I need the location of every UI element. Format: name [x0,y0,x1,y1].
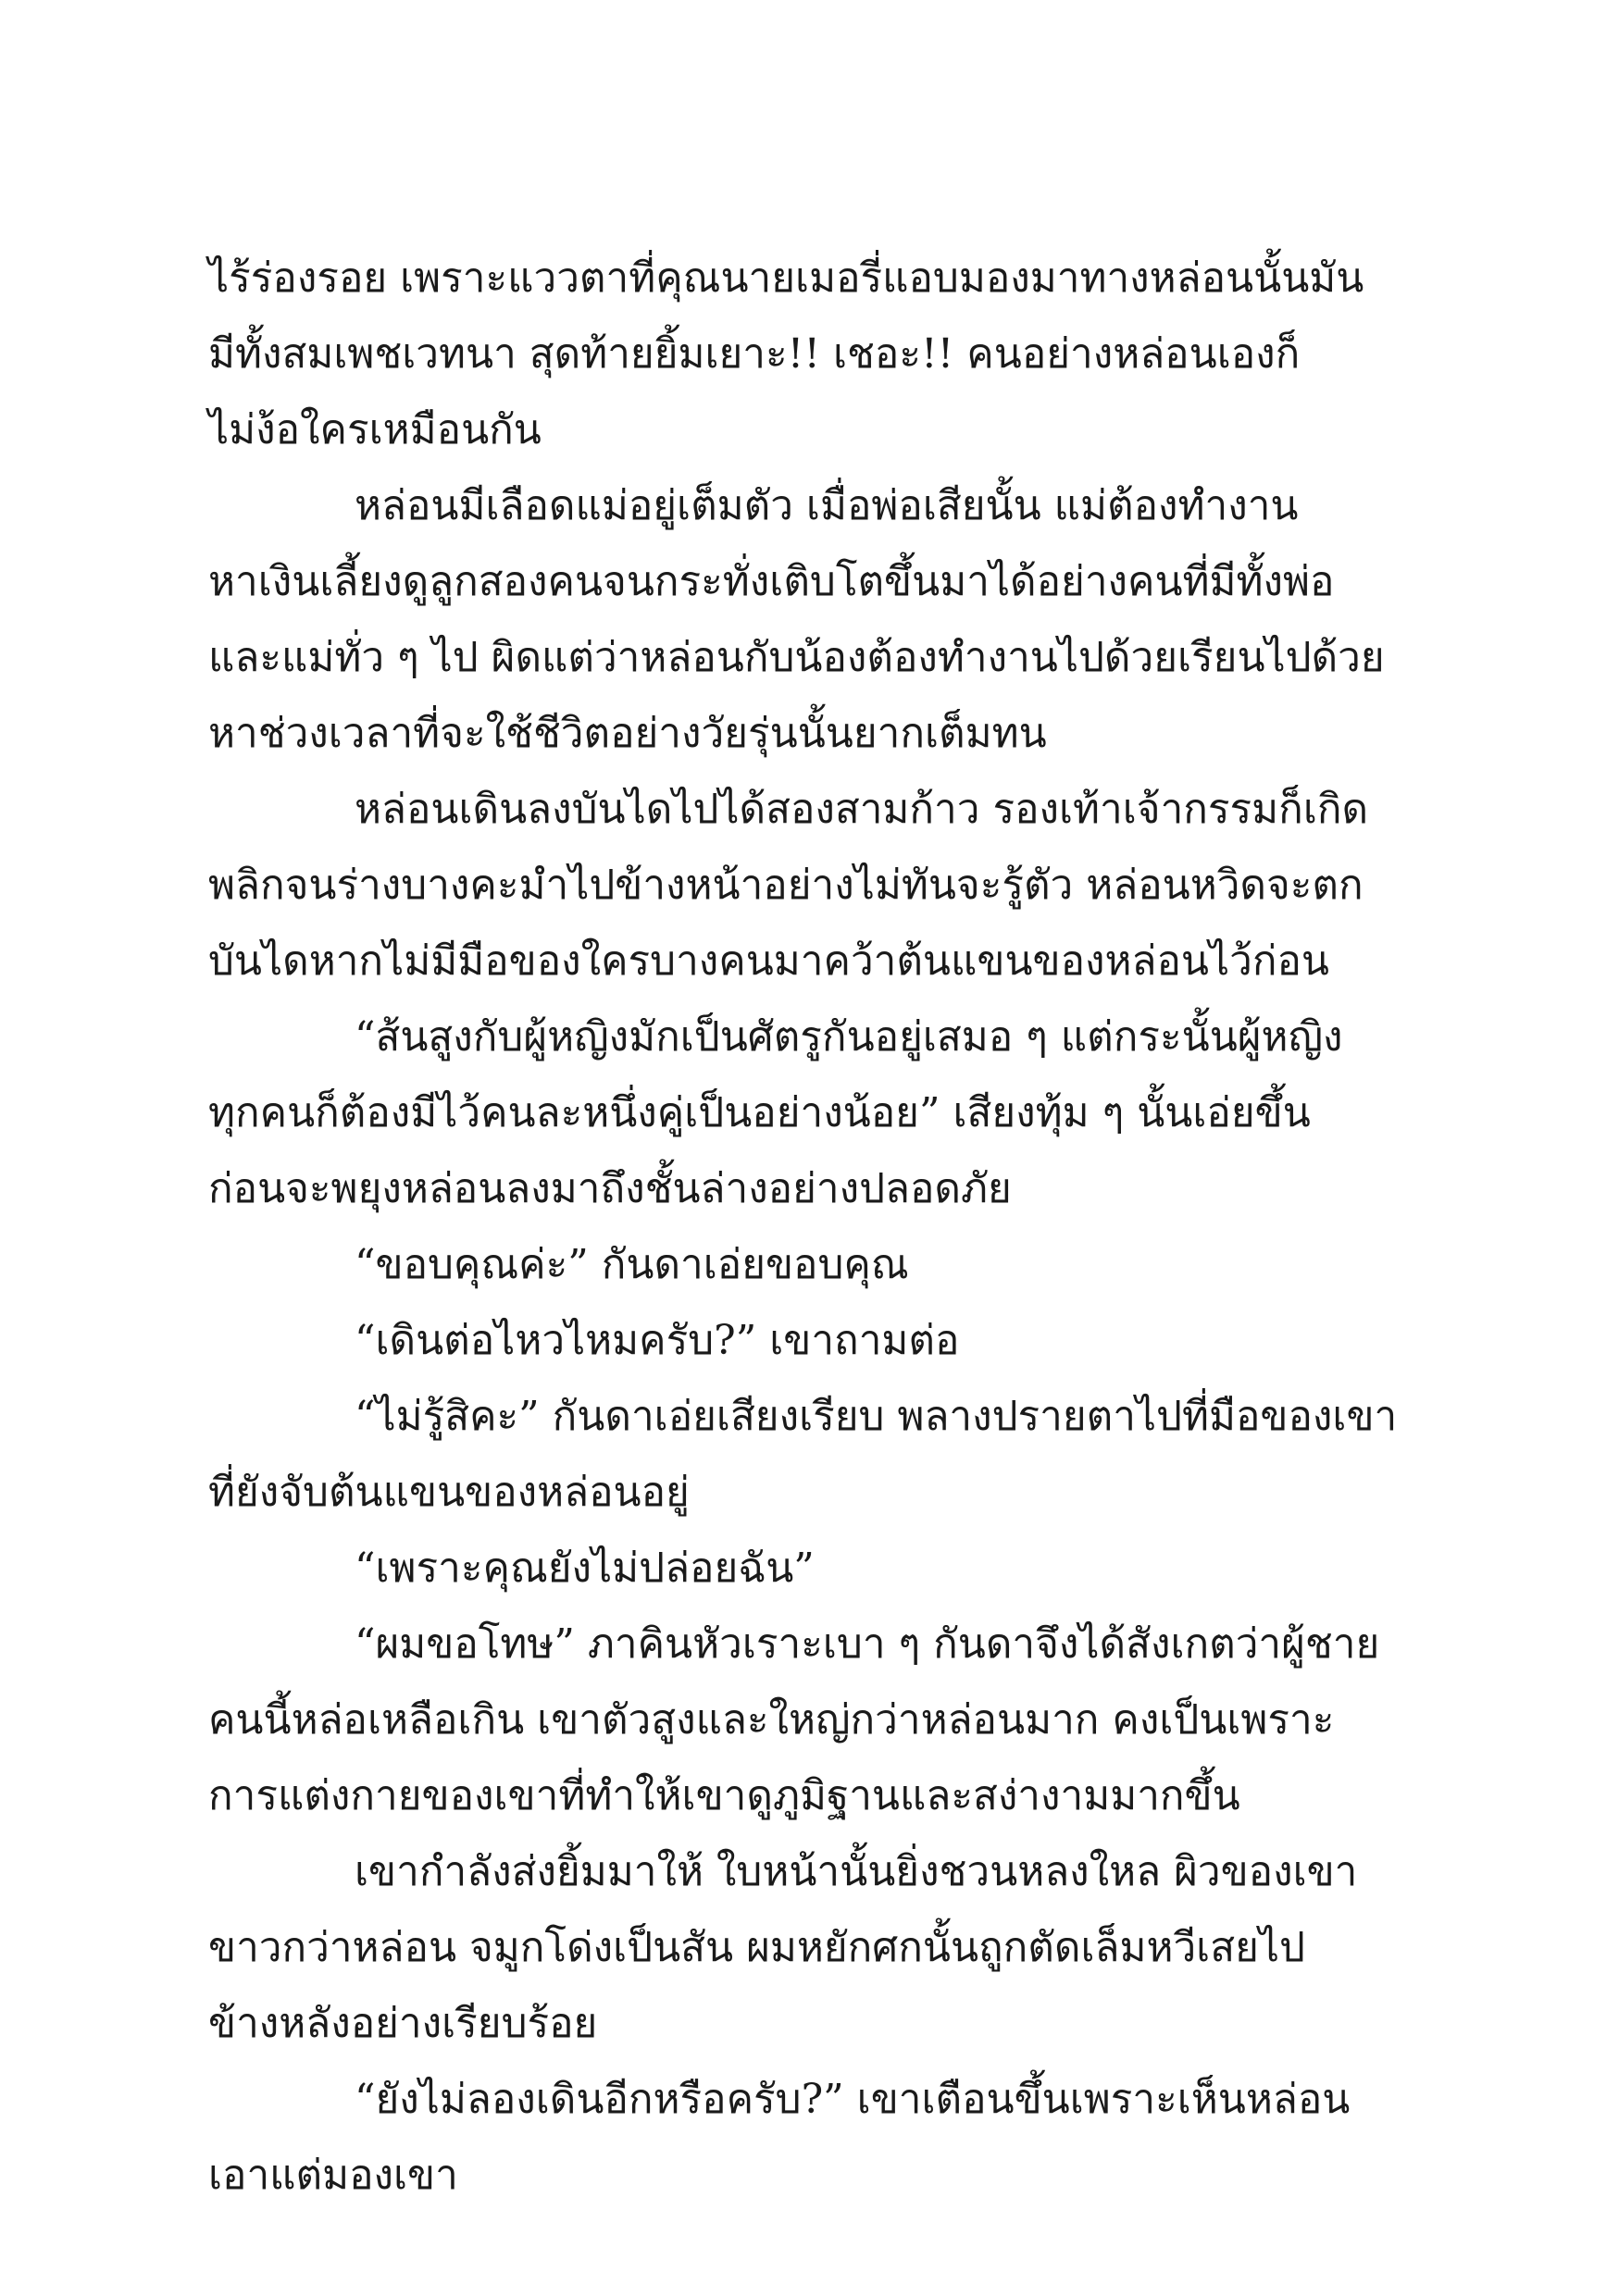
text-line: ขาวกว่าหล่อน จมูกโด่งเป็นสัน ผมหยักศกนั้นถูกตัดเล็มหวีเสยไป [208,1924,1305,1971]
text-line: ที่ยังจับต้นแขนของหล่อนอยู่ [208,1469,690,1516]
text-line: มีทั้งสมเพชเวทนา สุดท้ายยิ้มเยาะ!! เชอะ!! คนอย่างหล่อนเองก็ [208,330,1301,378]
text-line: “เพราะคุณยังไม่ปล่อยฉัน” [355,1545,815,1592]
text-line: พลิกจนร่างบางคะมำไปข้างหน้าอย่างไม่ทันจะรู้ตัว หล่อนหวิดจะตก [208,862,1364,909]
text-line: บันไดหากไม่มีมือของใครบางคนมาคว้าต้นแขนของหล่อนไว้ก่อน [208,937,1329,985]
text-line: เขากำลังส่งยิ้มมาให้ ใบหน้านั้นยิ่งชวนหลงใหล ผิวของเขา [355,1848,1358,1895]
text-line: หล่อนมีเลือดแม่อยู่เต็มตัว เมื่อพ่อเสียนั้น แม่ต้องทำงาน [355,482,1299,529]
text-line: “ผมขอโทษ” ภาคินหัวเราะเบา ๆ กันดาจึงได้สังเกตว่าผู้ชาย [355,1620,1380,1668]
text-line: หาช่วงเวลาที่จะใช้ชีวิตอย่างวัยรุ่นนั้นยากเต็มทน [208,710,1047,757]
text-line: ก่อนจะพยุงหล่อนลงมาถึงชั้นล่างอย่างปลอดภัย [208,1165,1012,1212]
text-line: และแม่ทั่ว ๆ ไป ผิดแต่ว่าหล่อนกับน้องต้องทำงานไปด้วยเรียนไปด้วย [208,634,1385,681]
body-text [208,241,1421,2214]
text-line: หล่อนเดินลงบันไดไปได้สองสามก้าว รองเท้าเจ้ากรรมก็เกิด [355,786,1369,833]
text-line: “ส้นสูงกับผู้หญิงมักเป็นศัตรูกันอยู่เสมอ ๆ แต่กระนั้นผู้หญิง [355,1013,1343,1061]
text-line: ข้างหลังอย่างเรียบร้อย [208,2000,598,2047]
text-line: “ยังไม่ลองเดินอีกหรือครับ?” เขาเตือนขึ้นเพราะเห็นหล่อน [355,2076,1351,2123]
text-line: “เดินต่อไหวไหมครับ?” เขาถามต่อ [355,1317,960,1364]
text-line: “ไม่รู้สิคะ” กันดาเอ่ยเสียงเรียบ พลางปรายตาไปที่มือของเขา [355,1393,1398,1440]
text-line: ทุกคนก็ต้องมีไว้คนละหนึ่งคู่เป็นอย่างน้อย” เสียงทุ้ม ๆ นั้นเอ่ยขึ้น [208,1089,1311,1136]
text-line: การแต่งกายของเขาที่ทำให้เขาดูภูมิฐานและสง่างามมากขึ้น [208,1772,1240,1819]
text-line: หาเงินเลี้ยงดูลูกสองคนจนกระทั่งเติบโตขึ้นมาได้อย่างคนที่มีทั้งพ่อ [208,558,1335,605]
text-line: ไร้ร่องรอย เพราะแววตาที่คุณนายเมอรี่แอบมองมาทางหล่อนนั้นมัน [208,254,1364,302]
text-line: ไม่ง้อใครเหมือนกัน [208,406,542,453]
text-line: “ขอบคุณค่ะ” กันดาเอ่ยขอบคุณ [355,1241,909,1288]
text-line: คนนี้หล่อเหลือเกิน เขาตัวสูงและใหญ่กว่าหล่อนมาก คงเป็นเพราะ [208,1696,1335,1744]
text-line: เอาแต่มองเขา [208,2152,458,2199]
